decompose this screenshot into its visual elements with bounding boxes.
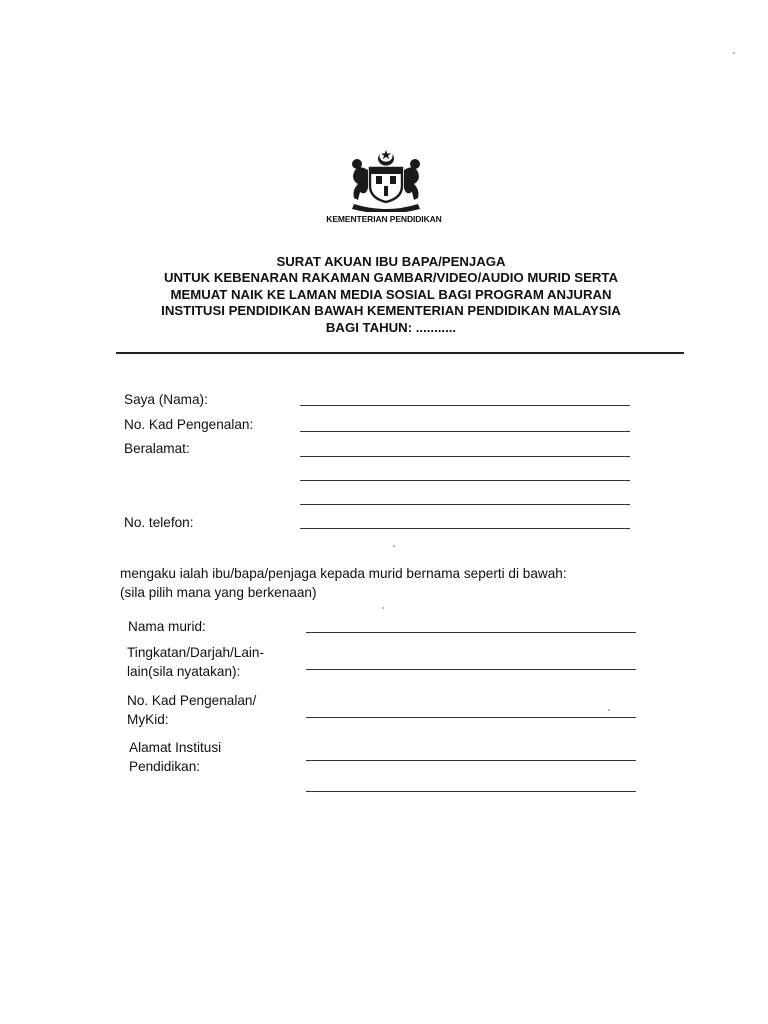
student-level-label [127, 643, 264, 681]
parent-address-field-3[interactable] [300, 504, 630, 505]
title-line: SURAT AKUAN IBU BAPA/PENJAGA [276, 254, 506, 269]
title-line: UNTUK KEBENARAN RAKAMAN GAMBAR/VIDEO/AUDIO MURID SERTA [164, 270, 618, 286]
scan-speck [608, 709, 610, 711]
scan-speck [393, 545, 395, 547]
parent-address-label: Beralamat: [124, 441, 190, 456]
declaration-line: mengaku ialah ibu/bapa/penjaga kepada murid bernama seperti di bawah: [120, 566, 567, 581]
declaration-note: (sila pilih mana yang berkenaan) [120, 585, 317, 600]
student-ic-label-line: MyKid: [127, 712, 169, 727]
parent-address-field-1[interactable] [300, 456, 630, 457]
parent-phone-label: No. telefon: [124, 515, 194, 530]
student-level-label-line: lain(sila nyatakan): [127, 664, 241, 679]
school-address-label [129, 738, 221, 776]
malaysia-coat-of-arms-icon [344, 148, 428, 212]
parent-phone-field[interactable] [300, 528, 630, 529]
scan-speck [733, 52, 735, 54]
school-address-field-2[interactable] [306, 791, 636, 792]
declaration-text [120, 564, 567, 602]
school-address-label-line: Pendidikan: [129, 759, 201, 774]
student-name-label: Nama murid: [128, 619, 206, 634]
student-level-field[interactable] [306, 669, 636, 670]
parent-name-label: Saya (Nama): [124, 392, 208, 407]
student-ic-field[interactable] [306, 717, 636, 718]
parent-ic-field[interactable] [300, 431, 630, 432]
title-line: BAGI TAHUN: ........... [325, 319, 457, 335]
title-line: MEMUAT NAIK KE LAMAN MEDIA SOSIAL BAGI PROGRAM ANJURAN [170, 286, 612, 302]
school-address-label-line: Alamat Institusi [129, 740, 222, 755]
title-line: INSTITUSI PENDIDIKAN BAWAH KEMENTERIAN PENDIDIKAN MALAYSIA [161, 303, 621, 319]
header-divider [116, 352, 684, 354]
school-address-field-1[interactable] [306, 760, 636, 761]
student-level-label-line: Tingkatan/Darjah/Lain- [127, 645, 265, 660]
student-ic-label-line: No. Kad Pengenalan/ [127, 693, 257, 708]
coat-of-arms-logo [344, 148, 428, 212]
document-title [100, 254, 682, 336]
student-ic-label [127, 691, 256, 729]
parent-ic-label: No. Kad Pengenalan: [124, 417, 254, 432]
scan-speck [382, 607, 384, 609]
student-name-field[interactable] [306, 632, 636, 633]
ministry-name: KEMENTERIAN PENDIDIKAN [326, 214, 442, 224]
parent-name-field[interactable] [300, 405, 630, 406]
parent-address-field-2[interactable] [300, 480, 630, 481]
